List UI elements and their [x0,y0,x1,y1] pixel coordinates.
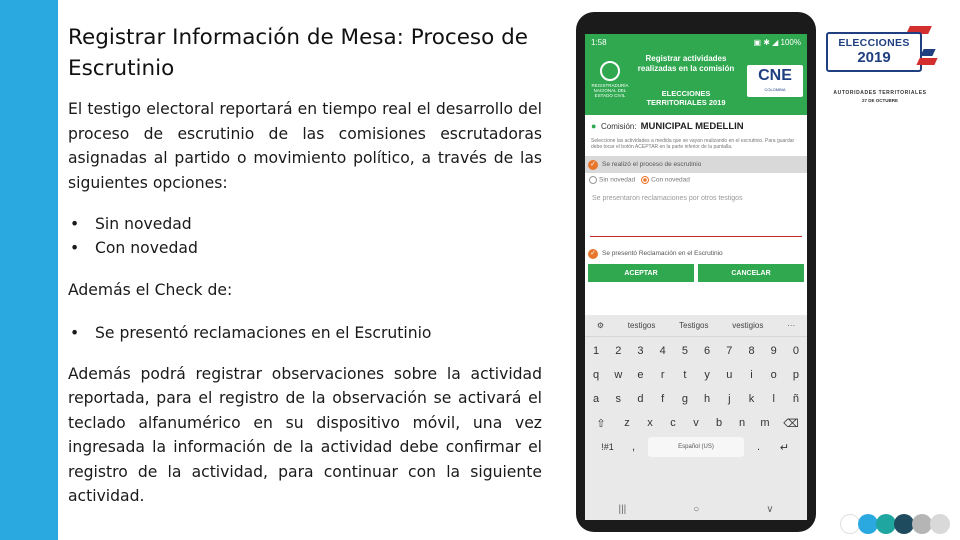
key[interactable]: c [670,417,676,429]
key[interactable]: u [726,369,733,381]
radio-sin-novedad[interactable] [589,176,635,184]
shift-icon[interactable]: ⇧ [596,417,606,430]
settings-icon[interactable]: ⚙ [596,321,605,330]
check-paragraph: Además el Check de: [68,281,233,299]
key[interactable]: g [681,393,688,405]
key[interactable]: 0 [792,345,799,357]
key[interactable]: z [624,417,630,429]
cancel-button[interactable]: CANCELAR [698,264,804,282]
option-con-novedad: • Con novedad [68,236,542,260]
cne-logo-sub: COLOMBIA [764,87,786,92]
novedad-radio-group [585,173,807,187]
space-key[interactable]: Español (US) [648,437,744,457]
instructions-text: Seleccione las actividades a medida que se vayan realizando en el escrutinio. Para guardar debe tocar el botón ACEPTAR en la parte inferior de la pantalla. [591,138,795,150]
key[interactable]: w [614,369,623,381]
logo-stripe [920,49,935,56]
commission-row [585,115,807,136]
app-header [585,51,807,115]
decorative-dot [930,514,950,534]
decorative-dot [840,514,860,534]
app-subtitle: ELECCIONES TERRITORIALES 2019 [646,89,726,107]
home-icon[interactable]: ○ [693,503,700,515]
key[interactable]: y [704,369,710,381]
logo-stripe [916,58,937,65]
logo-box [826,32,922,72]
key[interactable]: h [704,393,711,405]
decorative-dot [876,514,896,534]
on-screen-keyboard [585,315,807,520]
key[interactable]: p [792,369,799,381]
key[interactable]: 6 [704,345,711,357]
logo-elecciones-text: ELECCIONES [838,37,910,49]
logo-date: 27 DE OCTUBRE [861,98,898,103]
key[interactable]: 2 [615,345,622,357]
backspace-icon[interactable]: ⌫ [783,417,799,430]
cne-logo [747,65,803,97]
radio-con-label: Con novedad [651,176,690,184]
crest-icon [600,61,620,81]
radio-sin-label: Sin novedad [599,176,636,184]
key[interactable]: 5 [681,345,688,357]
key[interactable]: 7 [726,345,733,357]
key[interactable]: b [715,417,723,429]
decorative-dots [840,514,948,534]
commission-label: Comisión: [601,122,637,131]
suggestion-3[interactable]: vestigios [732,321,764,330]
status-icons: ▣ ✱ ◢ 100% [753,38,801,47]
key[interactable]: k [748,393,755,405]
suggestion-bar [585,315,807,337]
slide-title: Registrar Información de Mesa: Proceso de Escrutinio [68,25,528,81]
suggestion-2[interactable]: Testigos [679,321,709,330]
android-nav-bar [585,498,807,520]
decorative-dot [912,514,932,534]
key-row-numbers [585,341,807,361]
phone-screen [585,34,807,520]
key[interactable]: 8 [748,345,755,357]
more-icon[interactable]: ··· [787,321,796,330]
radio-selected-icon [641,176,649,184]
back-icon[interactable]: ∨ [766,503,774,515]
commission-value: MUNICIPAL MEDELLIN [640,121,744,132]
key[interactable]: x [647,417,653,429]
observations-textarea[interactable]: Se presentaron reclamaciones por otros testigos [590,191,802,237]
options-list [68,212,542,260]
key[interactable]: 1 [593,345,600,357]
registraduria-logo-text: REGISTRADURÍA NACIONAL DEL ESTADO CIVIL [591,83,629,98]
elecciones-2019-logo [822,22,938,112]
key-row-3 [585,413,807,433]
phone-mockup [576,12,816,532]
intro-paragraph: El testigo electoral reportará en tiempo real el desarrollo del proceso de escrutinio de las comisiones escrutadoras asignadas al partido o movimiento político, a través de las siguientes opciones: [68,100,542,192]
key[interactable]: 4 [659,345,666,357]
accept-button[interactable]: ACEPTAR [588,264,694,282]
period-key[interactable]: . [756,441,761,453]
key[interactable]: t [683,369,687,381]
checkbox-reclamacion-label: Se presentó Reclamación en el Escrutinio [602,250,723,257]
status-time: 1:58 [591,38,607,47]
cne-logo-text: CNE [758,67,792,84]
key[interactable]: 3 [637,345,644,357]
key[interactable]: s [615,393,622,405]
checkbox-reclamacion[interactable] [585,245,807,262]
suggestion-1[interactable]: testigos [627,321,656,330]
key[interactable]: 9 [770,345,777,357]
key-row-2 [585,389,807,409]
action-buttons [585,264,807,282]
check-icon: ✓ [588,249,598,259]
key[interactable]: l [772,393,775,405]
radio-circle-icon [589,176,597,184]
recent-apps-icon[interactable]: ||| [618,503,627,515]
key-row-1 [585,365,807,385]
key[interactable]: n [738,417,746,429]
status-bar [585,34,807,51]
observations-paragraph: Además podrá registrar observaciones sobre la actividad reportada, para el registro de la observación se activará el teclado alfanumérico en su dispositivo móvil, una vez ingresada la información de la actividad debe confirmar el registro de la actividad, para continuar con la siguiente actividad. [68,364,542,505]
decorative-dot [858,514,878,534]
symbols-key[interactable]: !#1 [601,442,614,452]
comma-key[interactable]: , [631,441,636,453]
radio-con-novedad[interactable] [641,176,690,184]
key[interactable]: a [593,393,600,405]
slide-content [68,22,542,509]
key[interactable]: j [728,393,731,405]
key[interactable]: i [750,369,753,381]
location-pin-icon: ● [591,121,597,131]
key[interactable]: f [661,393,665,405]
key[interactable]: v [693,417,699,429]
key[interactable]: ñ [792,393,799,405]
check-list [68,321,542,345]
check-icon: ✓ [588,160,598,170]
key[interactable]: o [770,369,777,381]
checkbox-proceso-escrutinio[interactable] [585,156,807,173]
registraduria-logo [591,61,629,101]
key[interactable]: d [637,393,644,405]
logo-year: 2019 [857,49,891,66]
left-accent-bar [0,0,58,540]
option-sin-novedad: • Sin novedad [68,212,542,236]
checkbox-label: Se realizó el proceso de escrutinio [602,161,702,168]
key[interactable]: m [760,417,770,429]
key-row-4 [585,437,807,457]
key[interactable]: q [593,369,600,381]
decorative-dot [894,514,914,534]
enter-icon[interactable]: ↵ [779,441,790,454]
key[interactable]: r [660,369,665,381]
app-title: Registrar actividades realizadas en la comisión [637,54,735,73]
logo-subtitle: AUTORIDADES TERRITORIALES [833,90,927,96]
key[interactable]: e [637,369,644,381]
check-item-reclamaciones: • Se presentó reclamaciones en el Escrutinio [68,321,542,345]
